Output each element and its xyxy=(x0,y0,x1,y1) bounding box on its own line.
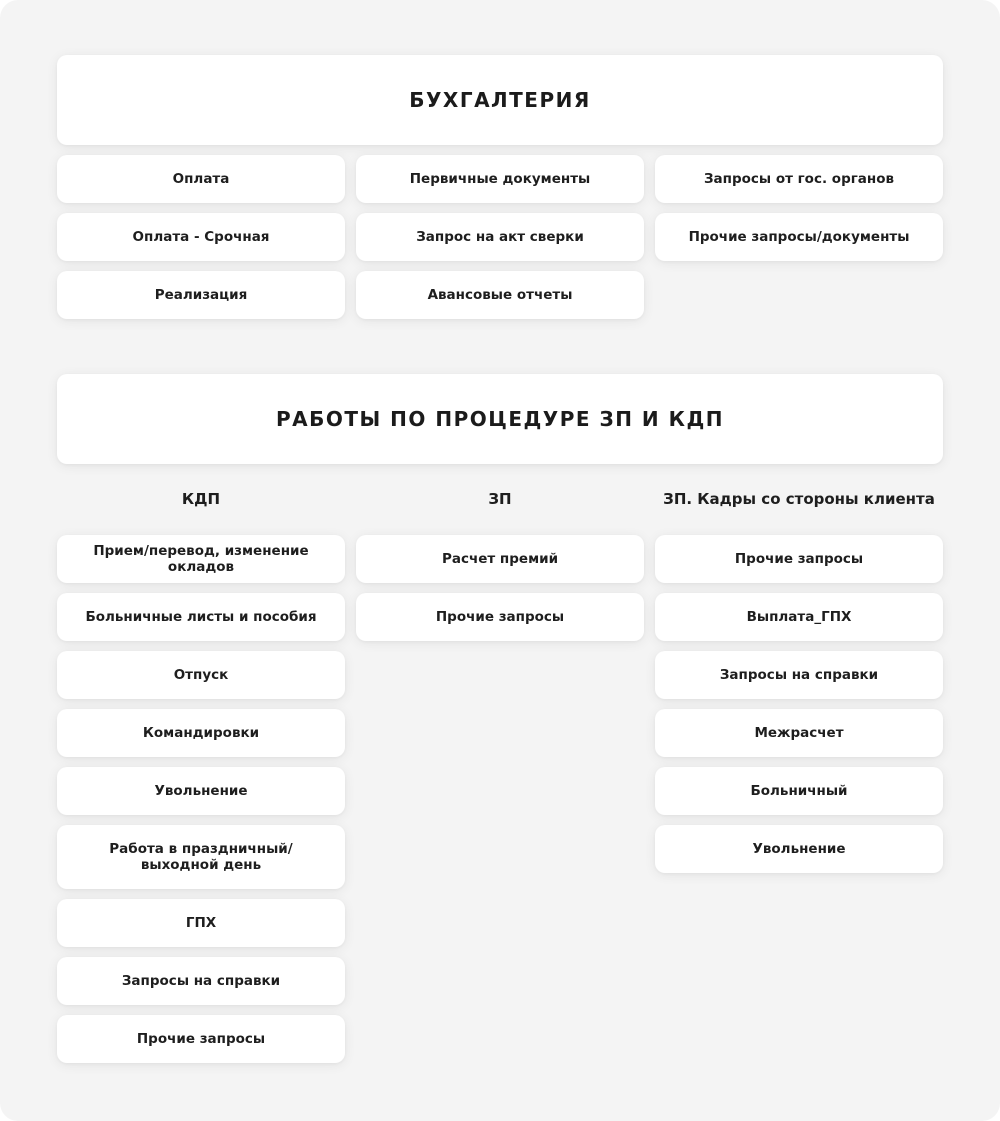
client-hr-dismissal-button[interactable]: Увольнение xyxy=(655,825,943,873)
sales-button[interactable]: Реализация xyxy=(57,271,345,319)
client-hr-column-title: ЗП. Кадры со стороны клиента xyxy=(663,490,935,508)
kdp-other-requests-button[interactable]: Прочие запросы xyxy=(57,1015,345,1063)
accounting-title: БУХГАЛТЕРИЯ xyxy=(409,88,591,112)
zp-other-requests-button[interactable]: Прочие запросы xyxy=(356,593,644,641)
client-hr-sick-leave-button[interactable]: Больничный xyxy=(655,767,943,815)
client-hr-certificates-button[interactable]: Запросы на справки xyxy=(655,651,943,699)
payroll-header xyxy=(57,374,943,464)
kdp-gph-button[interactable]: ГПХ xyxy=(57,899,345,947)
payment-urgent-button[interactable]: Оплата - Срочная xyxy=(57,213,345,261)
primary-documents-button[interactable]: Первичные документы xyxy=(356,155,644,203)
zp-bonus-calculation-button[interactable]: Расчет премий xyxy=(356,535,644,583)
other-requests-documents-button[interactable]: Прочие запросы/документы xyxy=(655,213,943,261)
payment-button[interactable]: Оплата xyxy=(57,155,345,203)
zp-column-title: ЗП xyxy=(488,490,512,508)
kdp-sick-leave-button[interactable]: Больничные листы и пособия xyxy=(57,593,345,641)
reconciliation-request-button[interactable]: Запрос на акт сверки xyxy=(356,213,644,261)
kdp-column-title: КДП xyxy=(181,490,221,508)
client-hr-interim-calculation-button[interactable]: Межрасчет xyxy=(655,709,943,757)
kdp-business-trips-button[interactable]: Командировки xyxy=(57,709,345,757)
client-hr-other-requests-button[interactable]: Прочие запросы xyxy=(655,535,943,583)
client-hr-gph-payment-button[interactable]: Выплата_ГПХ xyxy=(655,593,943,641)
advance-reports-button[interactable]: Авансовые отчеты xyxy=(356,271,644,319)
kdp-certificates-button[interactable]: Запросы на справки xyxy=(57,957,345,1005)
kdp-vacation-button[interactable]: Отпуск xyxy=(57,651,345,699)
kdp-dismissal-button[interactable]: Увольнение xyxy=(57,767,345,815)
accounting-header xyxy=(57,55,943,145)
payroll-title: РАБОТЫ ПО ПРОЦЕДУРЕ ЗП И КДП xyxy=(275,407,725,431)
kdp-holiday-work-button[interactable]: Работа в праздничный/выходной день xyxy=(57,825,345,889)
kdp-hiring-salary-button[interactable]: Прием/перевод, изменение окладов xyxy=(57,535,345,583)
gov-requests-button[interactable]: Запросы от гос. органов xyxy=(655,155,943,203)
